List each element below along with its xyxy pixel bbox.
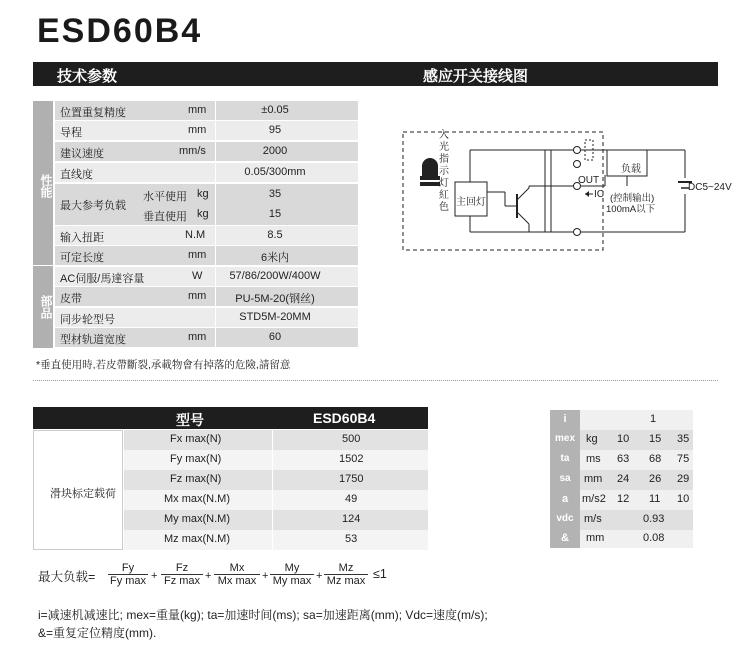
formula-denominator: Fy max — [109, 575, 147, 587]
load-head-value: ESD60B4 — [313, 410, 376, 426]
side-label-parts — [33, 266, 53, 348]
formula-numerator: Fy — [108, 562, 148, 575]
spec-sublabel: 垂直使用 — [143, 211, 187, 223]
table-row: AC伺服/馬達容量 W 57/86/200W/400W — [55, 267, 358, 286]
load-value: 1502 — [339, 453, 364, 465]
formula-plus: + — [205, 570, 212, 582]
spec-sublabel: 水平使用 — [143, 191, 187, 203]
param-symbol: vdc — [556, 513, 574, 524]
load-head-model: 型号 — [176, 412, 204, 428]
load-value: 53 — [345, 533, 358, 545]
param-value: 10 — [617, 433, 630, 445]
definitions-line-2: &=重复定位精度(mm). — [38, 626, 157, 640]
load-key: Mx max(N.M) — [164, 493, 230, 505]
definitions-line-1: i=减速机减速比; mex=重量(kg); ta=加速时间(ms); sa=加速距离(mm); Vdc=速度(m/s); — [38, 608, 488, 622]
param-unit: ms — [586, 453, 601, 465]
formula-plus: + — [262, 570, 269, 582]
load-value: 1750 — [339, 473, 364, 485]
param-value: 75 — [677, 453, 690, 465]
spec-unit: kg — [197, 208, 209, 220]
load-key: Fy max(N) — [170, 453, 222, 465]
param-symbol: i — [563, 413, 567, 425]
side-label-parts-text: 部品 — [39, 295, 53, 319]
formula-numerator: My — [270, 562, 314, 575]
spec-label: 位置重复精度 — [60, 107, 126, 119]
spec-label: 同步轮型号 — [60, 314, 115, 326]
section-header-band — [33, 62, 718, 86]
wiring-lamp-label: 入光指示灯紅色 — [439, 130, 449, 213]
load-group-label: 滑块标定载荷 — [50, 488, 116, 500]
table-row: 导程 mm 95 — [55, 121, 358, 140]
wiring-section-title: 感应开关接线图 — [423, 68, 529, 85]
wiring-out-label: OUT — [578, 175, 600, 186]
spec-label: 最大参考负载 — [60, 200, 126, 212]
formula-plus: + — [151, 570, 158, 582]
load-key: Fx max(N) — [170, 433, 222, 445]
spec-section-title: 技术参数 — [57, 68, 118, 85]
spec-label: 型材轨道宽度 — [60, 334, 126, 346]
formula-denominator: My max — [272, 575, 312, 587]
param-value: 68 — [649, 453, 662, 465]
table-row: 同步轮型号 STD5M-20MM — [55, 308, 358, 327]
load-key: My max(N.M) — [164, 513, 230, 525]
formula-term — [270, 562, 314, 587]
side-label-performance — [33, 101, 53, 265]
spec-unit: W — [192, 270, 203, 282]
wiring-load-label: 负载 — [621, 164, 641, 175]
spec-unit: mm — [188, 124, 207, 136]
formula-lead: 最大负载= — [38, 570, 96, 584]
param-value: 0.93 — [643, 513, 665, 525]
table-row: 最大参考负载 水平使用 kg 35 垂直使用 kg 15 — [55, 184, 358, 225]
formula-denominator: Mz max — [326, 575, 366, 587]
param-unit: mm — [586, 532, 605, 544]
load-key: Fz max(N) — [170, 473, 222, 485]
wiring-power-label: DC5~24V — [688, 182, 732, 193]
wiring-control-label: (控制输出) — [610, 193, 655, 204]
formula-denominator: Fz max — [163, 575, 201, 587]
table-row: 输入扭距 N.M 8.5 — [55, 226, 358, 245]
side-label-performance-text: 性能 — [39, 174, 53, 198]
formula-term — [324, 562, 368, 587]
param-symbol: mex — [554, 433, 575, 444]
param-value: 10 — [677, 493, 690, 505]
param-value: 35 — [677, 433, 690, 445]
spec-label: 建议速度 — [60, 148, 104, 160]
formula-term — [161, 562, 203, 587]
spec-unit: N.M — [185, 229, 206, 241]
param-symbol: sa — [559, 473, 571, 484]
formula-term — [108, 562, 148, 587]
param-unit: kg — [586, 433, 598, 445]
formula-tail: ≤1 — [373, 567, 387, 581]
param-value: 0.08 — [643, 532, 665, 544]
load-key: Mz max(N.M) — [164, 533, 230, 545]
spec-unit: mm — [188, 249, 207, 261]
column-divider — [272, 430, 273, 550]
table-row: 皮带 mm PU-5M-20(钢丝) — [55, 287, 358, 306]
param-value: 63 — [617, 453, 630, 465]
param-symbol: & — [561, 532, 569, 544]
spec-unit: kg — [197, 188, 209, 200]
param-unit: m/s2 — [582, 493, 606, 505]
param-value: 15 — [649, 433, 662, 445]
spec-unit: mm — [188, 104, 207, 116]
load-value: 500 — [342, 433, 361, 445]
formula-term — [214, 562, 260, 587]
param-value: 24 — [617, 473, 630, 485]
param-unit: m/s — [584, 513, 602, 525]
spec-label: 可定长度 — [60, 252, 104, 264]
table-row: 直线度 0.05/300mm — [55, 163, 358, 182]
param-value: 29 — [677, 473, 690, 485]
param-value: 11 — [649, 493, 661, 505]
spec-label: 输入扭距 — [60, 232, 104, 244]
param-value: 26 — [649, 473, 662, 485]
param-value: 12 — [617, 493, 630, 505]
spec-unit: mm — [188, 331, 207, 343]
spec-unit: mm/s — [179, 145, 206, 157]
table-row: 位置重复精度 mm ±0.05 — [55, 101, 358, 120]
spec-unit: mm — [188, 290, 207, 302]
spec-label: 直线度 — [60, 169, 93, 181]
formula-plus: + — [316, 570, 323, 582]
spec-label: 皮带 — [60, 293, 82, 305]
load-value: 49 — [345, 493, 358, 505]
spec-label: 导程 — [60, 127, 82, 139]
formula-numerator: Fz — [161, 562, 203, 575]
formula-denominator: Mx max — [217, 575, 257, 587]
page-title: ESD60B4 — [37, 12, 203, 50]
param-symbol: ta — [560, 453, 570, 464]
load-value: 124 — [342, 513, 361, 525]
formula-numerator: Mx — [214, 562, 260, 575]
spec-label: AC伺服/馬達容量 — [60, 273, 145, 285]
wiring-limit-label: 100mA以下 — [606, 204, 656, 215]
table-row: 建议速度 mm/s 2000 — [55, 142, 358, 161]
param-symbol: a — [561, 493, 569, 505]
column-divider — [215, 101, 216, 347]
param-value: 1 — [650, 413, 657, 425]
wiring-main-circuit-label: 主回灯 — [456, 197, 486, 208]
warning-note: *垂直使用時,若皮帶斷裂,承載物會有掉落的危險,請留意 — [36, 359, 291, 371]
table-row: 型材轨道宽度 mm 60 — [55, 328, 358, 347]
param-unit: mm — [584, 473, 603, 485]
table-row: 可定长度 mm 6米内 — [55, 246, 358, 265]
section-divider — [33, 380, 718, 381]
wiring-ic-label: IC — [594, 189, 604, 200]
formula-numerator: Mz — [324, 562, 368, 575]
